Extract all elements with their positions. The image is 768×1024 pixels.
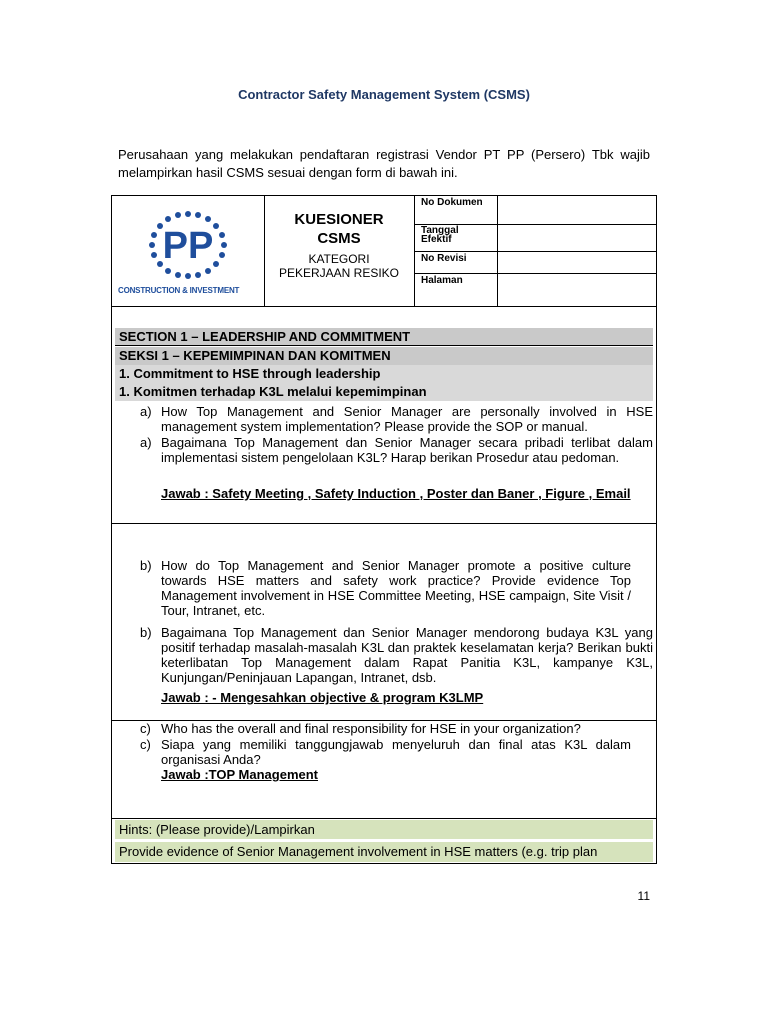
question-b-en: b) How do Top Management and Senior Manager promote a positive culture towards HSE matters and safety work practice? Provide evidence Top Management involvement in HSE Committee Meeting, HSE campaign, Site Visit / Tour, Intranet, etc. bbox=[140, 558, 631, 618]
subsection-title-id: 1. Komitmen terhadap K3L melalui kepemimpinan bbox=[115, 383, 653, 401]
category-line2: PEKERJAAN RESIKO bbox=[278, 266, 400, 280]
header-table bbox=[111, 195, 657, 307]
answer-a: Jawab : Safety Meeting , Safety Induction , Poster dan Baner , Figure , Email bbox=[161, 486, 631, 501]
intro-paragraph: Perusahaan yang melakukan pendaftaran registrasi Vendor PT PP (Persero) Tbk wajib melampirkan hasil CSMS sesuai dengan form di bawah ini. bbox=[118, 147, 650, 180]
section-title-en: SECTION 1 – LEADERSHIP AND COMMITMENT bbox=[115, 328, 653, 346]
questionnaire-content bbox=[111, 307, 657, 864]
question-a-id: a) Bagaimana Top Management dan Senior Manager secara pribadi terlibat dalam implementasi sistem pengelolaan K3L? Harap berikan Prosedur atau pedoman. bbox=[140, 435, 653, 465]
meta-label: No Dokumen bbox=[421, 197, 483, 208]
answer-c: Jawab :TOP Management bbox=[161, 767, 319, 782]
divider bbox=[112, 863, 656, 864]
questionnaire-title-cell bbox=[264, 196, 415, 306]
meta-label: No Revisi bbox=[421, 253, 467, 264]
questionnaire-title-line2: CSMS bbox=[317, 230, 361, 247]
divider bbox=[112, 818, 656, 819]
page-number: 11 bbox=[637, 889, 650, 903]
logo-caption: CONSTRUCTION & INVESTMENT bbox=[118, 286, 240, 295]
question-b-id: b) Bagaimana Top Management dan Senior Manager mendorong budaya K3L yang positif terhadap masalah-masalah K3L dan praktek keselamatan kerja? Berikan bukti keterlibatan Top Management dalam Rapat Panitia K3L, kampanye K3L, Kunjungan/Peninjauan Lapangan, Intranet, dsb. bbox=[140, 625, 653, 685]
questionnaire-title bbox=[264, 210, 414, 248]
meta-row-no-dokumen bbox=[414, 196, 656, 225]
hints-text: Provide evidence of Senior Management involvement in HSE matters (e.g. trip plan bbox=[115, 842, 653, 862]
answer-b: Jawab : - Mengesahkan objective & program K3LMP bbox=[161, 690, 484, 705]
questionnaire-title-line1: KUESIONER bbox=[294, 211, 384, 228]
question-c-id: c) Siapa yang memiliki tanggungjawab menyeluruh dan final atas K3L dalam organisasi Anda? bbox=[140, 737, 631, 767]
meta-row-halaman bbox=[414, 274, 656, 306]
category-label bbox=[264, 252, 414, 280]
question-a-en: a) How Top Management and Senior Manager are personally involved in HSE management system implementation? Please provide the SOP or manual. bbox=[140, 404, 653, 434]
document-title: Contractor Safety Management System (CSMS) bbox=[238, 87, 530, 102]
logo-letters: PP bbox=[162, 225, 214, 267]
question-c-en: c) Who has the overall and final responsibility for HSE in your organization? bbox=[140, 721, 581, 736]
meta-label: Tanggal Efektif bbox=[421, 225, 459, 245]
meta-row-tanggal-efektif bbox=[414, 225, 656, 252]
section-title-id: SEKSI 1 – KEPEMIMPINAN DAN KOMITMEN bbox=[115, 347, 653, 365]
divider bbox=[112, 523, 656, 524]
hints-label: Hints: (Please provide)/Lampirkan bbox=[115, 820, 653, 839]
subsection-title-en: 1. Commitment to HSE through leadership bbox=[115, 365, 653, 383]
category-line1: KATEGORI bbox=[308, 252, 370, 266]
logo-cell bbox=[112, 196, 265, 306]
meta-label: Halaman bbox=[421, 275, 463, 286]
meta-row-no-revisi bbox=[414, 252, 656, 274]
